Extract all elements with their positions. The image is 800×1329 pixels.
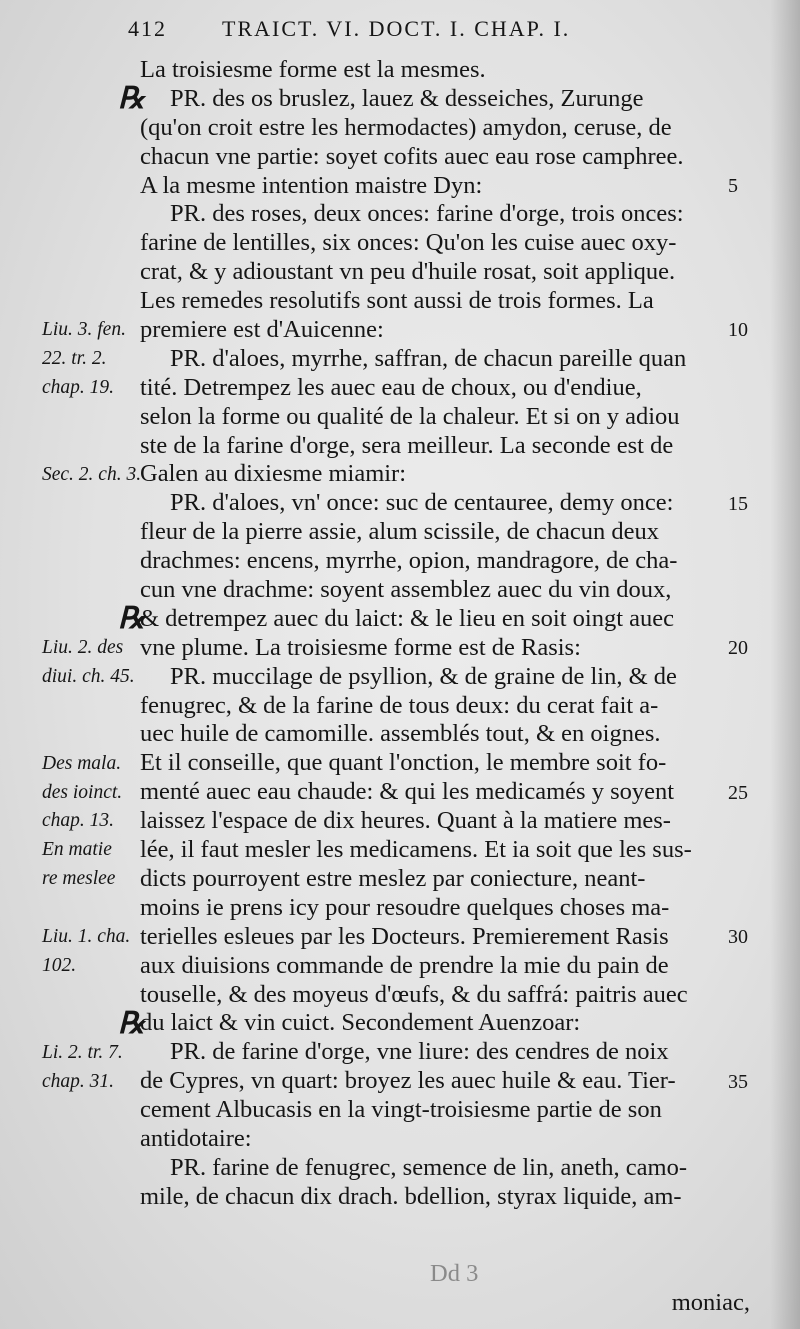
text-line: PR. des roses, deux onces: farine d'orge, trois onces:	[170, 200, 684, 228]
margin-note: Liu. 1. cha.	[42, 926, 131, 947]
text-line: ste de la farine d'orge, sera meilleur. La seconde est de	[140, 431, 674, 459]
text-line: crat, & y adioustant vn peu d'huile rosat, soit applique.	[140, 258, 676, 286]
text-line: touselle, & des moyeus d'œufs, & du saffrá: paitris auec	[140, 980, 688, 1008]
page-number: 412	[128, 16, 167, 41]
page-edge-shadow	[770, 0, 800, 1329]
margin-note: Liu. 2. des	[42, 637, 124, 658]
text-line: premiere est d'Auicenne:	[140, 316, 384, 344]
text-line: vne plume. La troisiesme forme est de Rasis:	[140, 633, 581, 661]
text-line: & detrempez auec du laict: & le lieu en soit oingt auec	[140, 604, 675, 632]
text-line: aux diuisions commande de prendre la mie du pain de	[140, 951, 669, 979]
catchword: moniac,	[671, 1289, 750, 1316]
margin-note: chap. 19.	[42, 376, 115, 398]
text-line: chacun vne partie: soyet cofits auec eau rose camphree.	[140, 142, 684, 170]
text-line: (qu'on croit estre les hermodactes) amydon, ceruse, de	[140, 113, 672, 141]
text-line: Et il conseille, que quant l'onction, le membre soit fo-	[140, 749, 667, 777]
margin-note: Sec. 2. ch. 3.	[42, 463, 142, 485]
text-line: PR. d'aloes, vn' once: suc de centauree, demy once:	[170, 489, 674, 517]
text-line: laissez l'espace de dix heures. Quant à la matiere mes-	[140, 807, 671, 835]
text-line: fenugrec, & de la farine de tous deux: du cerat fait a-	[140, 691, 659, 719]
text-line: terielles esleues par les Docteurs. Premierement Rasis	[140, 922, 669, 950]
text-line: Galen au dixiesme miamir:	[140, 460, 407, 488]
text-line: antidotaire:	[140, 1124, 252, 1152]
line-number: 35	[728, 1070, 748, 1093]
line-number: 20	[728, 637, 748, 659]
margin-note: Liu. 3. fen.	[42, 319, 126, 341]
text-line: cement Albucasis en la vingt-troisiesme partie de son	[140, 1096, 662, 1124]
body-text	[140, 56, 740, 1212]
text-line: cun vne drachme: soyent assemblez auec du vin doux,	[140, 576, 672, 604]
signature-text: Dd 3	[430, 1260, 479, 1287]
margin-note: En matie	[42, 839, 112, 861]
line-number: 5	[728, 174, 738, 197]
line-number: 10	[728, 319, 748, 342]
text-line: A la mesme intention maistre Dyn:	[140, 171, 483, 199]
recipe-mark-icon: ℞	[118, 602, 145, 636]
text-line: menté auec eau chaude: & qui les medicamés y soyent	[140, 778, 675, 806]
margin-note: chap. 31.	[42, 1070, 115, 1092]
line-number: 15	[728, 492, 748, 515]
text-line: Les remedes resolutifs sont aussi de trois formes. La	[140, 287, 654, 315]
margin-note: diui. ch. 45.	[42, 665, 135, 687]
text-line: de Cypres, vn quart: broyez les auec huile & eau. Tier-	[140, 1067, 676, 1095]
text-line: tité. Detrempez les auec eau de choux, ou d'endiue,	[140, 373, 642, 401]
margin-note: re meslee	[42, 868, 116, 890]
margin-note: 22. tr. 2.	[42, 348, 107, 369]
text-line: drachmes: encens, myrrhe, opion, mandragore, de cha-	[140, 547, 678, 575]
margin-note: des ioinct.	[42, 781, 123, 803]
text-line: PR. des os bruslez, lauez & desseiches, Zurunge	[170, 84, 644, 112]
margin-note: 102.	[42, 954, 77, 976]
recipe-mark-icon: ℞	[118, 81, 145, 115]
text-line: mile, de chacun dix drach. bdellion, styrax liquide, am-	[140, 1182, 682, 1210]
running-head	[100, 16, 700, 50]
margin-note: chap. 13.	[42, 810, 115, 832]
text-line: du laict & vin cuict. Secondement Auenzoar:	[140, 1009, 581, 1037]
text-line: farine de lentilles, six onces: Qu'on les cuise auec oxy-	[140, 229, 677, 257]
text-line: uec huile de camomille. assemblés tout, & en oignes.	[140, 720, 661, 748]
text-line: PR. d'aloes, myrrhe, saffran, de chacun pareille quan	[170, 344, 687, 372]
text-line: fleur de la pierre assie, alum scissile, de chacun deux	[140, 518, 660, 546]
margin-note: Des mala.	[42, 752, 122, 774]
text-line: moins ie prens icy pour resoudre quelques choses ma-	[140, 893, 670, 921]
text-line: PR. farine de fenugrec, semence de lin, aneth, camo-	[170, 1153, 688, 1181]
text-line: La troisiesme forme est la mesmes.	[140, 56, 486, 83]
text-line: selon la forme ou qualité de la chaleur. Et si on y adiou	[140, 402, 680, 430]
line-number: 30	[728, 926, 748, 948]
text-line: dicts pourroyent estre meslez par coniecture, neant-	[140, 864, 646, 892]
text-line: PR. muccilage de psyllion, & de graine de lin, & de	[170, 662, 677, 690]
recipe-mark-icon: ℞	[118, 1006, 145, 1040]
text-line: lée, il faut mesler les medicamens. Et ia soit que les sus-	[140, 836, 692, 864]
line-number: 25	[728, 781, 748, 804]
text-line: PR. de farine d'orge, vne liure: des cendres de noix	[170, 1038, 669, 1066]
running-title: TRAICT. VI. DOCT. I. CHAP. I.	[222, 16, 571, 41]
margin-note: Li. 2. tr. 7.	[42, 1041, 123, 1063]
